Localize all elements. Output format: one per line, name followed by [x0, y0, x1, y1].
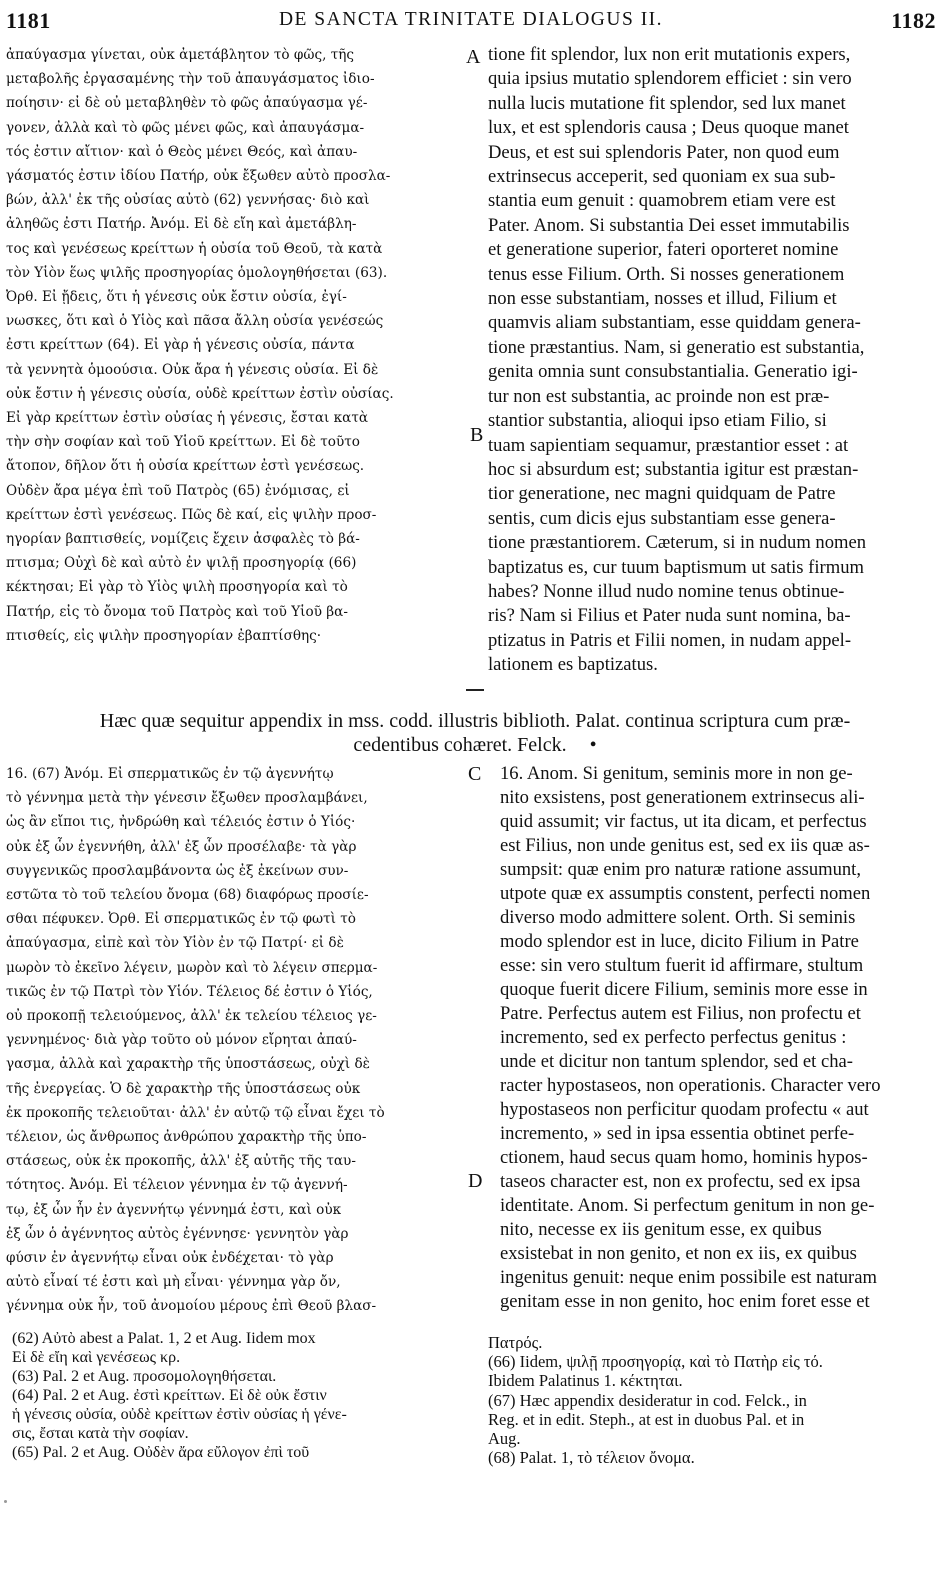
top-latin-line: nulla lucis mutatione fit splendor, sed lux manet: [488, 92, 846, 114]
bottom-latin-line: quoque fuerit dicere Filium, seminis more esse in: [500, 979, 868, 1000]
bottom-greek-line: ὡς ἂν εἴποι τις, ἠνδρώθη καὶ τέλειός ἐστιν ὁ Υἱός·: [6, 814, 356, 831]
notes-left-line: (62) Αὐτὸ abest a Palat. 1, 2 et Aug. Iidem mox: [12, 1330, 316, 1347]
top-latin-line: ptizatus in Patris et Filii nomen, in nudam appel-: [488, 629, 852, 651]
bottom-latin-line: ctionem, haud secus quam homo, hominis hypos-: [500, 1147, 868, 1168]
top-greek-line: τὰ γεννητὰ ὁμοούσια. Οὐκ ἄρα ἡ γένεσις οὐσία. Εἰ δὲ: [6, 361, 379, 378]
top-latin-line: stantior substantia, alioqui ipso etiam Filio, si: [488, 410, 827, 432]
bottom-greek-line: μωρὸν τὸ ἐκεῖνο λέγειν, μωρὸν καὶ τὸ λέγειν σπερμα-: [6, 959, 378, 976]
notes-left-line: (64) Pal. 2 et Aug. ἐστὶ κρείττων. Εἰ δὲ οὐκ ἔστιν: [12, 1387, 327, 1404]
top-greek-line: ἀπαύγασμα γίνεται, οὐκ ἀμετάβλητον τὸ φῶς, τῆς: [6, 47, 355, 63]
appendix-note: [10, 709, 940, 757]
top-latin-line: tenus esse Filium. Orth. Si nosses generationem: [488, 263, 845, 285]
bottom-latin-line: nito, necesse ex iis genitum esse, ex quibus: [500, 1219, 822, 1240]
bottom-greek-line: συγγενικῶς προσλαμβάνοντα ὡς ἐξ ἐκείνων συν-: [6, 862, 349, 879]
top-greek-line: κέκτησαι; Εἰ γὰρ τὸ Υἱὸς ψιλὴ προσηγορία καὶ τὸ: [6, 579, 348, 596]
bottom-greek-line: γέννημα οὐκ ἦν, τοῦ ἀνομοίου μέρους ἐπὶ Θεοῦ βλασ-: [6, 1298, 377, 1315]
top-greek-line: ἄτοπον, δῆλον ὅτι ἡ οὐσία κρείττων ἐστὶ γενέσεως.: [6, 458, 365, 475]
notes-right-line: (67) Hæc appendix desideratur in cod. Felck., in: [488, 1390, 807, 1410]
bottom-latin-line: genitam esse in non genito, hoc enim foret esse et: [500, 1291, 870, 1312]
bottom-latin-line: taseos character est, non ex profectu, sed ex ipsa: [500, 1171, 861, 1192]
bottom-latin-line: 16. Anom. Si genitum, seminis more in non ge-: [500, 763, 853, 784]
section-separator: [466, 689, 484, 691]
footnotes-right: [488, 1333, 940, 1467]
top-latin-line: baptizatus es, cur tuum baptismum ut satis firmum: [488, 556, 864, 578]
appendix-note-line: Hæc quæ sequitur appendix in mss. codd. illustris biblioth. Palat. continua scriptura cum præ-: [99, 710, 851, 732]
top-latin-line: tione præstantius. Nam, si generatio est substantia,: [488, 336, 865, 358]
top-greek-line: ηγορίαν βαπτισθείς, νομίζεις ἔχειν ἀσφαλὲς τὸ βά-: [6, 531, 360, 548]
bottom-greek-line: ἐκ προκοπῆς τελειοῦται· ἀλλ' ἐν αὐτῷ τῷ εἶναι ἔχει τὸ: [6, 1104, 385, 1121]
top-greek-line: νωσκες, ὅτι καὶ ὁ Υἱὸς καὶ πᾶσα ἄλλη οὐσία γενέσεώς: [6, 313, 384, 330]
bottom-latin-line: unde et dicitur non tantum splendor, sed et cha-: [500, 1051, 853, 1072]
notes-right-line: Aug.: [488, 1429, 521, 1449]
top-latin-line: et generatione superior, fateri oporteret nomine: [488, 239, 839, 261]
notes-right-line: Πατρός.: [488, 1333, 543, 1352]
top-latin-line: lationem es baptizatus.: [488, 654, 658, 676]
top-greek-column: [6, 43, 464, 648]
bottom-greek-line: φύσιν ἐν ἀγεννήτῳ εἶναι οὐκ ἐνδέχεται· τὸ γὰρ: [6, 1250, 334, 1267]
notes-right-line: Reg. et in edit. Steph., at est in duobus Pal. et in: [488, 1409, 805, 1429]
top-greek-line: ποίησιν· εἰ δὲ οὐ μεταβληθὲν τὸ φῶς ἀπαύγασμα γέ-: [6, 95, 368, 112]
top-latin-line: lux, et est splendoris causa ; Deus quoque manet: [488, 117, 849, 139]
top-latin-line: extrinsecus acceperit, sed quoniam ex sua sub-: [488, 166, 836, 188]
bottom-greek-line: ἀπαύγασμα, εἰπὲ καὶ τὸν Υἱὸν ἐν τῷ Πατρί· εἰ δὲ: [6, 935, 344, 952]
top-greek-line: πτισμα; Οὐχὶ δὲ καὶ αὐτὸ ἐν ψιλῇ προσηγορίᾳ (66): [6, 555, 357, 572]
bottom-greek-line: ἐξ ὧν ὁ ἀγέννητος αὐτὸς ἐγέννησε· γεννητὸν γὰρ: [6, 1225, 349, 1242]
appendix-note-line: [10, 733, 940, 757]
bottom-latin-line: ingenitus genuit: neque enim possibile est naturam: [500, 1267, 877, 1288]
top-latin-line: Pater. Anom. Si substantia Dei esset immutabilis: [488, 214, 850, 236]
top-greek-line: πτισθείς, εἰς ψιλὴν προσηγορίαν ἐβαπτίσθης·: [6, 627, 322, 644]
top-latin-column: [488, 43, 938, 678]
bottom-greek-line: στάσεως, οὐκ ἐκ προκοπῆς, ἀλλ' ἐξ αὐτῆς τῆς ταυ-: [6, 1153, 356, 1170]
top-latin-line: sentis, cum dicis ejus substantiam esse genera-: [488, 507, 836, 529]
bottom-latin-line: modo splendor est in luce, dicito Filium in Patre: [500, 931, 859, 952]
notes-right-line: (68) Palat. 1, τὸ τέλειον ὄνομα.: [488, 1448, 695, 1468]
top-greek-line: βών, ἀλλ' ἐκ τῆς οὐσίας αὐτὸ (62) γεννήσας· διὸ καὶ: [6, 192, 370, 209]
top-greek-line: τὴν σὴν σοφίαν καὶ τοῦ Υἱοῦ κρείττων. Εἰ δὲ τοῦτο: [6, 434, 360, 451]
bottom-latin-line: hypostaseos non perficitur quodam profectu « aut: [500, 1099, 869, 1120]
bottom-greek-line: τῳ, ἐξ ὧν ἦν ἐν ἀγεννήτῳ γέννημά ἐστι, καὶ οὐκ: [6, 1201, 342, 1218]
top-latin-line: tior generatione, nec magni quidquam de Patre: [488, 483, 836, 505]
top-latin-line: habes? Nonne illud nudo nomine tenus obtinue-: [488, 580, 845, 602]
top-latin-line: quia ipsius mutatio splendorem efficiet : sin vero: [488, 68, 852, 90]
page-header: [6, 8, 936, 34]
page-number-left: 1181: [6, 8, 51, 33]
bottom-greek-line: τῆς ἐνεργείας. Ὁ δὲ χαρακτὴρ τῆς ὑποστάσεως οὐκ: [6, 1080, 361, 1097]
bottom-greek-column: [6, 762, 464, 1319]
bottom-greek-line: 16. (67) Ἀνόμ. Εἰ σπερματικῶς ἐν τῷ ἀγεννήτῳ: [6, 766, 334, 782]
bottom-greek-line: οὐ προκοπῇ τελειούμενος, ἀλλ' ἐκ τελείου τέλειος γε-: [6, 1008, 377, 1025]
bottom-latin-line: Patre. Perfectus autem est Filius, non profectu et: [500, 1003, 861, 1024]
bottom-greek-line: τότητος. Ἀνόμ. Εἰ τέλειον γέννημα ἐν τῷ ἀγεννή-: [6, 1177, 348, 1194]
top-greek-line: ἐστι κρείττων (64). Εἰ γὰρ ἡ γένεσις οὐσία, πάντα: [6, 337, 355, 354]
top-latin-line: tione fit splendor, lux non erit mutationis expers,: [488, 44, 851, 65]
bottom-latin-line: esse: sin vero stultum fuerit id affirmare, stultum: [500, 955, 864, 976]
top-greek-line: γονεν, ἀλλὰ καὶ τὸ φῶς μένει φῶς, καὶ ἀπαυγάσμα-: [6, 119, 365, 136]
top-greek-line: Εἰ γὰρ κρείττων ἐστὶν οὐσίας ἡ γένεσις, ἔσται κατὰ: [6, 410, 369, 427]
top-greek-line: γάσματός ἐστιν ἰδίου Πατήρ, οὐκ ἔξωθεν αὐτὸ προσλα-: [6, 168, 391, 185]
bottom-latin-line: sumpsit: quæ enim pro naturæ ratione assumunt,: [500, 859, 861, 880]
top-greek-line: μεταβολῆς ἐργασαμένης τὴν τοῦ ἀπαυγάσματος ἰδιο-: [6, 71, 375, 88]
page-number-right: 1182: [891, 8, 936, 33]
top-latin-line: stantia eum genuit : quamobrem etiam vere est: [488, 190, 836, 212]
bottom-greek-line: τὸ γέννημα μετὰ τὴν γένεσιν ἔξωθεν προσλαμβάνει,: [6, 790, 368, 807]
top-latin-line: genita omnia sunt consubstantialia. Generatio igi-: [488, 361, 858, 383]
notes-left-line: (65) Pal. 2 et Aug. Οὐδὲν ἄρα εὔλογον ἐπὶ τοῦ: [12, 1444, 310, 1461]
bottom-greek-line: οὐκ ἐξ ὧν ἐγεννήθη, ἀλλ' ἐξ ὧν προσέλαβε· τὰ γὰρ: [6, 838, 357, 855]
top-latin-line: hoc si absurdum est; substantia igitur est præstan-: [488, 458, 859, 480]
notes-right-line: (66) Iidem, ψιλῇ προσηγορίᾳ, καὶ τὸ Πατὴρ εἰς τό.: [488, 1352, 823, 1372]
notes-left-line: σις, ἔσται κατὰ τὴν σοφίαν.: [12, 1425, 189, 1442]
top-latin-line: tione præstantiorem. Cæterum, si in nudum nomen: [488, 532, 867, 554]
bottom-greek-line: αὐτὸ εἶναί τέ ἐστι καὶ μὴ εἶναι· γέννημα γὰρ ὄν,: [6, 1274, 341, 1291]
top-latin-line: ris? Nam si Filius et Pater nuda sunt nomina, ba-: [488, 605, 851, 627]
asterisk-mark: •: [589, 734, 597, 756]
bottom-greek-line: εστῶτα τὸ τοῦ τελείου ὄνομα (68) διαφόρως προσίε-: [6, 887, 369, 904]
bottom-latin-line: utpote quæ ex assumptis constent, perfecti nomen: [500, 883, 871, 904]
bottom-latin-line: racter hypostaseos, non operationis. Character vero: [500, 1075, 881, 1096]
appendix-note-text: cedentibus cohæret. Felck.: [353, 734, 567, 756]
notes-left-line: Εἰ δὲ εἴη καὶ γενέσεως κρ.: [12, 1349, 181, 1366]
bottom-latin-line: nito exsistens, post generationem extrinsecus ali-: [500, 787, 865, 808]
top-greek-line: Οὐδὲν ἄρα μέγα ἐπὶ τοῦ Πατρὸς (65) ἐνόμισας, εἰ: [6, 482, 350, 499]
top-greek-line: κρείττων ἐστὶ γενέσεως. Πῶς δὲ καί, εἰς ψιλὴν προσ-: [6, 506, 377, 523]
top-latin-line: tuam sapientiam sequamur, præstantior esset : at: [488, 434, 849, 456]
bottom-latin-line: incremento, » sed in ipsa essentia obtinet perfe-: [500, 1123, 855, 1144]
notes-right-line: Ibidem Palatinus 1. κέκτηται.: [488, 1371, 683, 1391]
footnotes-left: [12, 1329, 472, 1462]
notes-left-line: ἡ γένεσις οὐσία, οὐδὲ κρείττων ἐστὶν οὐσίας ἡ γένε-: [12, 1406, 347, 1423]
bottom-latin-line: diverso modo admittere solent. Orth. Si seminis: [500, 907, 856, 928]
top-latin-line: tur non est substantia, ac proinde non est præ-: [488, 385, 830, 407]
scan-speck: [4, 1500, 7, 1503]
bottom-latin-line: identitate. Anom. Si perfectum genitum in non ge-: [500, 1195, 875, 1216]
bottom-greek-line: σθαι πέφυκεν. Ὀρθ. Εἰ σπερματικῶς ἐν τῷ φωτὶ τὸ: [6, 911, 356, 928]
bottom-latin-line: est Filius, non unde genitus est, sed ex iis quæ as-: [500, 835, 870, 856]
bottom-latin-line: exsistebat in non genito, et non ex iis, ex quibus: [500, 1243, 857, 1264]
running-title: DE SANCTA TRINITATE DIALOGUS II.: [278, 9, 664, 30]
top-greek-line: τός ἐστιν αἴτιον· καὶ ὁ Θεὸς μένει Θεός, καὶ ἀπαυ-: [6, 143, 358, 160]
bottom-greek-line: γασμα, ἀλλὰ καὶ χαρακτὴρ τῆς ὑποστάσεως, οὐχὶ δὲ: [6, 1056, 370, 1073]
margin-letter-c: C: [468, 763, 482, 785]
bottom-latin-line: incremento, sed ex perfecto perfectus genitus :: [500, 1027, 847, 1048]
margin-letter-b: B: [470, 424, 484, 446]
bottom-latin-line: quid assumit; vir factus, ut ita dicam, et perfectus: [500, 811, 867, 832]
top-greek-line: ἀληθῶς ἐστι Πατήρ. Ἀνόμ. Εἰ δὲ εἴη καὶ ἀμετάβλη-: [6, 216, 357, 233]
top-latin-line: Deus, et est sui splendoris Pater, non quod eum: [488, 141, 840, 163]
top-greek-line: τὸν Υἱὸν ἕως ψιλῆς προσηγορίας ὁμολογηθήσεται (63).: [6, 264, 388, 281]
top-greek-line: οὐκ ἔστιν ἡ γένεσις οὐσία, οὐδὲ κρείττων ἐστὶν οὐσίας.: [6, 385, 394, 402]
bottom-greek-line: γεννημένος· διὰ γὰρ τοῦτο οὐ μόνον εἴρηται ἀπαύ-: [6, 1032, 357, 1049]
bottom-latin-column: [500, 762, 940, 1314]
notes-left-line: (63) Pal. 2 et Aug. προσομολογηθήσεται.: [12, 1368, 277, 1385]
top-greek-line: Πατήρ, εἰς τὸ ὄνομα τοῦ Πατρὸς καὶ τοῦ Υἱοῦ βα-: [6, 603, 348, 620]
bottom-greek-line: τικῶς ἐν τῷ Πατρὶ τὸν Υἱόν. Τέλειος δέ ἐστιν ὁ Υἱός,: [6, 983, 373, 1000]
top-latin-line: quamvis aliam substantiam, esse quiddam genera-: [488, 312, 861, 334]
top-greek-line: Ὀρθ. Εἰ ᾔδεις, ὅτι ἡ γένεσις οὐκ ἔστιν οὐσία, ἐγί-: [6, 289, 347, 306]
margin-letter-a: A: [466, 46, 481, 68]
margin-letter-d: D: [468, 1170, 483, 1192]
top-greek-line: τος καὶ γενέσεως κρείττων ἡ οὐσία τοῦ Θεοῦ, τὰ κατὰ: [6, 240, 383, 257]
bottom-greek-line: τέλειον, ὡς ἄνθρωπος ἀνθρώπου χαρακτὴρ τῆς ὑπο-: [6, 1129, 367, 1146]
top-latin-line: non esse substantiam, nosses et illud, Filium et: [488, 288, 837, 310]
